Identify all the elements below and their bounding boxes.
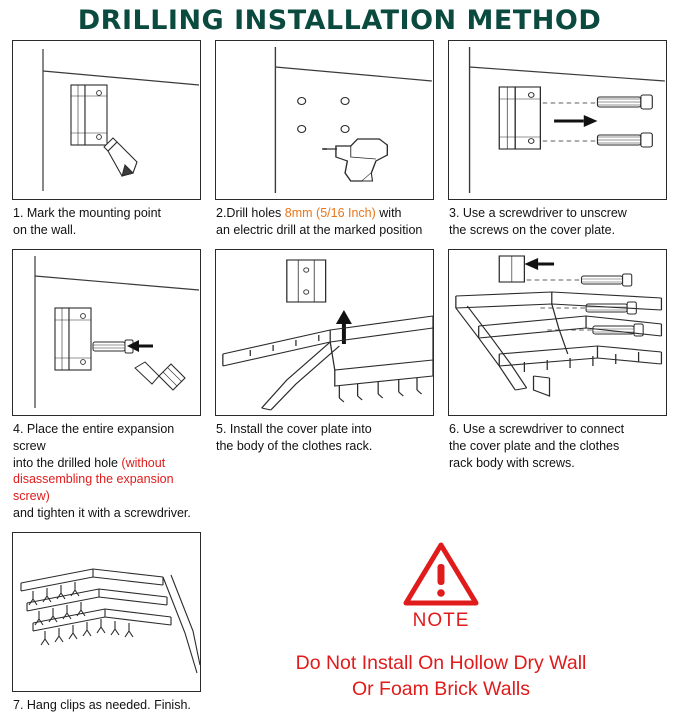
note-text-line1: Do Not Install On Hollow Dry Wall: [295, 652, 587, 674]
expansion-screw-icon: [93, 340, 133, 353]
step-4-caption-line4: and tighten it with a screwdriver.: [13, 506, 191, 521]
step-4-drawing: [13, 250, 200, 413]
step-4-caption-line2-highlight: (without: [121, 455, 166, 470]
step-1-drawing: [13, 41, 200, 197]
direction-arrow-icon: [524, 258, 554, 270]
page-title: DRILLING INSTALLATION METHOD: [77, 5, 602, 36]
step-4-illustration: [12, 249, 201, 416]
step-4-caption: [12, 416, 201, 528]
step-3-caption-line2: the screws on the cover plate.: [449, 222, 616, 237]
step-1-illustration: [12, 40, 201, 200]
step-6-cell: [448, 249, 667, 528]
step-6-drawing: [449, 250, 666, 413]
step-3-drawing: [449, 41, 666, 197]
step-4-cell: [12, 249, 201, 528]
step-1-cell: [12, 40, 201, 245]
step-7-caption: [12, 692, 201, 720]
step-3-illustration: [448, 40, 667, 200]
steps-row-2: [8, 249, 671, 528]
step-2-caption-prefix: 2.Drill holes: [216, 206, 285, 220]
step-2-caption-suffix: with: [375, 206, 402, 220]
screw-icon-1: [527, 274, 632, 286]
step-5-drawing: [216, 250, 433, 413]
step-2-caption: [215, 200, 434, 245]
electric-drill-icon: [322, 139, 387, 181]
step-1-caption: [12, 200, 201, 245]
screwdriver-icon: [135, 362, 185, 390]
direction-arrow-icon: [554, 115, 597, 127]
marker-pen-icon: [104, 138, 137, 176]
step-5-cell: [215, 249, 434, 528]
step-2-caption-line2: an electric drill at the marked position: [216, 222, 423, 237]
step-4-caption-line1: 4. Place the entire expansion screw: [13, 421, 175, 453]
cover-plate-icon: [499, 256, 524, 282]
step-7-drawing: [13, 533, 200, 689]
step-6-caption-line3: rack body with screws.: [449, 455, 575, 470]
step-1-caption-line1: 1. Mark the mounting point: [13, 206, 161, 220]
step-5-caption-line2: the body of the clothes rack.: [216, 438, 373, 453]
step-3-caption: [448, 200, 667, 245]
steps-row-1: [8, 40, 671, 245]
step-7-cell: [12, 532, 201, 720]
step-6-caption-line1: 6. Use a screwdriver to connect: [449, 421, 625, 436]
step-1-caption-line2: on the wall.: [13, 222, 77, 237]
step-7-illustration: [12, 532, 201, 692]
step-5-illustration: [215, 249, 434, 416]
step-7-caption-line1: 7. Hang clips as needed. Finish.: [13, 698, 191, 712]
note-block: [215, 532, 667, 720]
step-5-caption-line1: 5. Install the cover plate into: [216, 421, 372, 436]
note-label: NOTE: [412, 610, 470, 631]
step-2-illustration: [215, 40, 434, 200]
step-3-caption-line1: 3. Use a screwdriver to unscrew: [449, 206, 627, 220]
step-5-caption: [215, 416, 434, 461]
step-4-caption-line2-prefix: into the drilled hole: [13, 455, 122, 470]
warning-triangle-icon: [403, 540, 479, 608]
screw-icon-bottom: [597, 133, 652, 147]
steps-row-3: [8, 532, 671, 720]
note-text: [296, 650, 587, 703]
clothes-rack-body: [223, 316, 433, 410]
step-6-illustration: [448, 249, 667, 416]
clothes-rack-with-clips: [21, 569, 200, 673]
screw-icon-top: [597, 95, 652, 109]
step-2-drawing: [216, 41, 433, 197]
step-6-caption-line2: the cover plate and the clothes: [449, 438, 620, 453]
step-2-caption-highlight: 8mm (5/16 Inch): [284, 206, 376, 220]
step-4-caption-line3-highlight: disassembling the expansion screw): [13, 472, 174, 504]
step-3-cell: [448, 40, 667, 245]
step-2-cell: [215, 40, 434, 245]
step-6-caption: [448, 416, 667, 478]
note-text-line2: Or Foam Brick Walls: [351, 678, 531, 701]
cover-plate-icon: [287, 260, 326, 302]
